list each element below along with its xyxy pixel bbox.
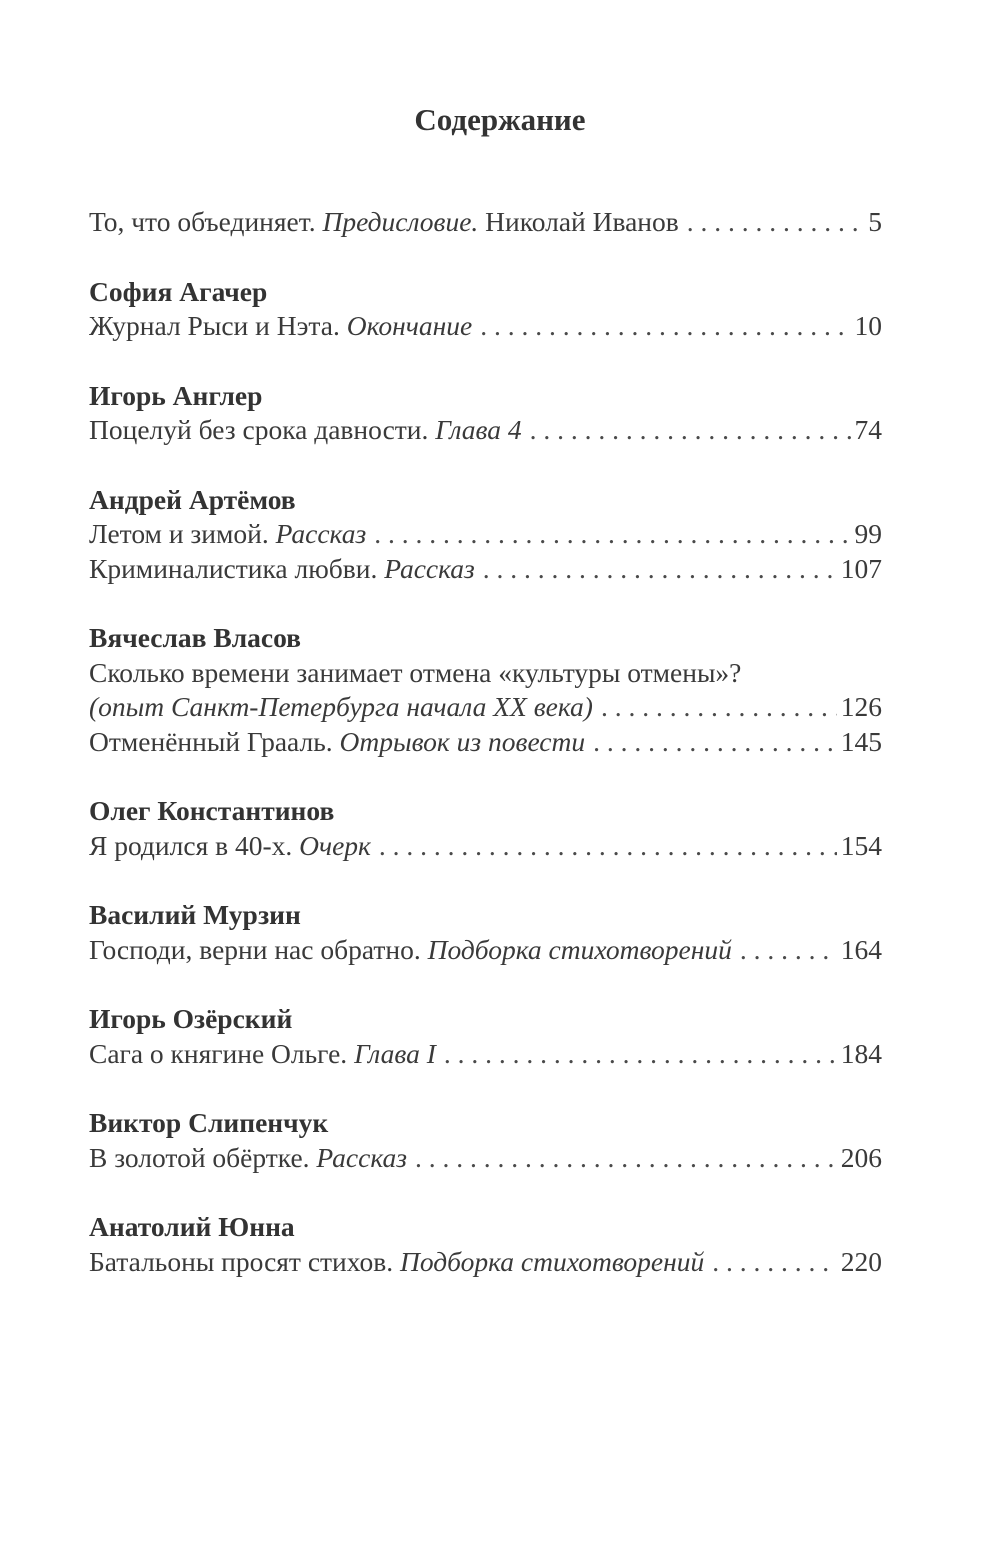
entry-text: Криминалистика любви. [89,552,385,584]
entry-subtitle: Рассказ [316,1141,407,1173]
author-name: Анатолий Юнна [89,1211,295,1242]
author-name: Игорь Озёрский [89,1003,293,1034]
page-number: 206 [840,1141,882,1173]
entry-title [89,690,593,725]
page-number: 10 [854,310,882,341]
entry-text: То, что объединяет. [89,206,323,237]
toc-section [89,898,882,967]
dot-leader [687,205,864,240]
page-number: 154 [840,829,882,861]
toc-sections [89,275,882,1280]
author-name: Олег Константинов [89,795,335,826]
toc-entry[interactable] [89,725,882,760]
entry-text: Журнал Рыси и Нэта. [89,310,347,341]
page-title: Содержание [414,102,586,137]
toc-section [89,483,882,587]
dot-leader [444,1037,837,1072]
toc-entry[interactable] [89,552,882,587]
entry-title [89,725,585,760]
entry-text: В золотой обёртке. [89,1141,317,1173]
entry-subtitle: Подборка стихотворений [427,933,732,965]
entry-title-line: Сколько времени занимает отмена «культуры отмены»? [89,656,742,688]
toc-section [89,794,882,863]
entry-subtitle: Предисловие. [322,206,479,237]
author-name: Вячеслав Власов [89,622,302,653]
author-name: София Агачер [89,275,268,307]
page-number: 74 [854,414,882,445]
toc-section [89,1210,882,1279]
entry-title [89,1037,436,1072]
toc-section [89,275,882,344]
dot-leader [483,552,837,587]
dot-leader [530,413,851,448]
toc-entry[interactable] [89,1245,882,1280]
toc-entry[interactable] [89,413,882,448]
entry-title [89,552,475,587]
page-number: 164 [840,933,882,965]
toc-preface [89,205,882,240]
entry-subtitle: (опыт Санкт-Петербурга начала XX века) [89,691,593,722]
entry-title [89,829,371,864]
toc-entry[interactable] [89,309,882,344]
dot-leader [712,1245,836,1280]
page-number: 145 [840,725,882,757]
entry-text: Сага о княгине Ольге. [89,1037,355,1069]
dot-leader [593,725,837,760]
author-name: Василий Мурзин [89,899,301,930]
author-name: Игорь Англер [89,379,263,411]
entry-subtitle: Очерк [299,829,371,861]
page-number: 126 [840,691,882,722]
toc-entry[interactable] [89,690,882,725]
entry-title [89,413,522,448]
toc-entry[interactable] [89,1141,882,1176]
dot-leader [415,1141,837,1176]
entry-subtitle: Рассказ [384,552,475,584]
entry-subtitle: Подборка стихотворений [399,1245,705,1277]
entry-title [89,205,679,240]
entry-subtitle: Глава I [354,1037,436,1069]
entry-subtitle: Окончание [346,310,473,341]
entry-title [89,1245,704,1280]
toc-entry[interactable] [89,517,882,552]
page-number: 5 [868,206,882,237]
toc-section [89,1106,882,1175]
page-number: 107 [840,552,882,584]
table-of-contents [89,205,882,1279]
toc-entry-preface[interactable] [89,205,882,240]
dot-leader [480,309,850,344]
author-name: Андрей Артёмов [89,483,296,515]
entry-subtitle: Отрывок из повести [339,725,586,757]
toc-section [89,379,882,448]
toc-entry[interactable] [89,933,882,968]
entry-text: Поцелуй без срока давности. [89,414,436,445]
toc-entry[interactable] [89,1037,882,1072]
page-number: 184 [840,1037,882,1069]
entry-text: Батальоны просят стихов. [89,1245,400,1277]
dot-leader [601,690,837,725]
page-number: 220 [840,1245,882,1277]
toc-section [89,1002,882,1071]
entry-text: Отменённый Грааль. [89,725,340,757]
entry-title [89,309,472,344]
author-name: Виктор Слипенчук [89,1107,329,1138]
entry-text: Я родился в 40-х. [89,829,300,861]
dot-leader [374,517,850,552]
page-number: 99 [854,518,882,549]
dot-leader [379,829,837,864]
entry-title [89,1141,407,1176]
entry-subtitle: Глава 4 [435,414,522,445]
toc-section [89,621,882,759]
toc-entry[interactable] [89,829,882,864]
entry-text: Господи, верни нас обратно. [89,933,428,965]
entry-title [89,933,732,968]
dot-leader [740,933,837,968]
entry-title [89,517,366,552]
entry-subtitle: Рассказ [275,518,367,549]
entry-text: Летом и зимой. [89,518,276,549]
entry-author: Николай Иванов [478,206,679,237]
